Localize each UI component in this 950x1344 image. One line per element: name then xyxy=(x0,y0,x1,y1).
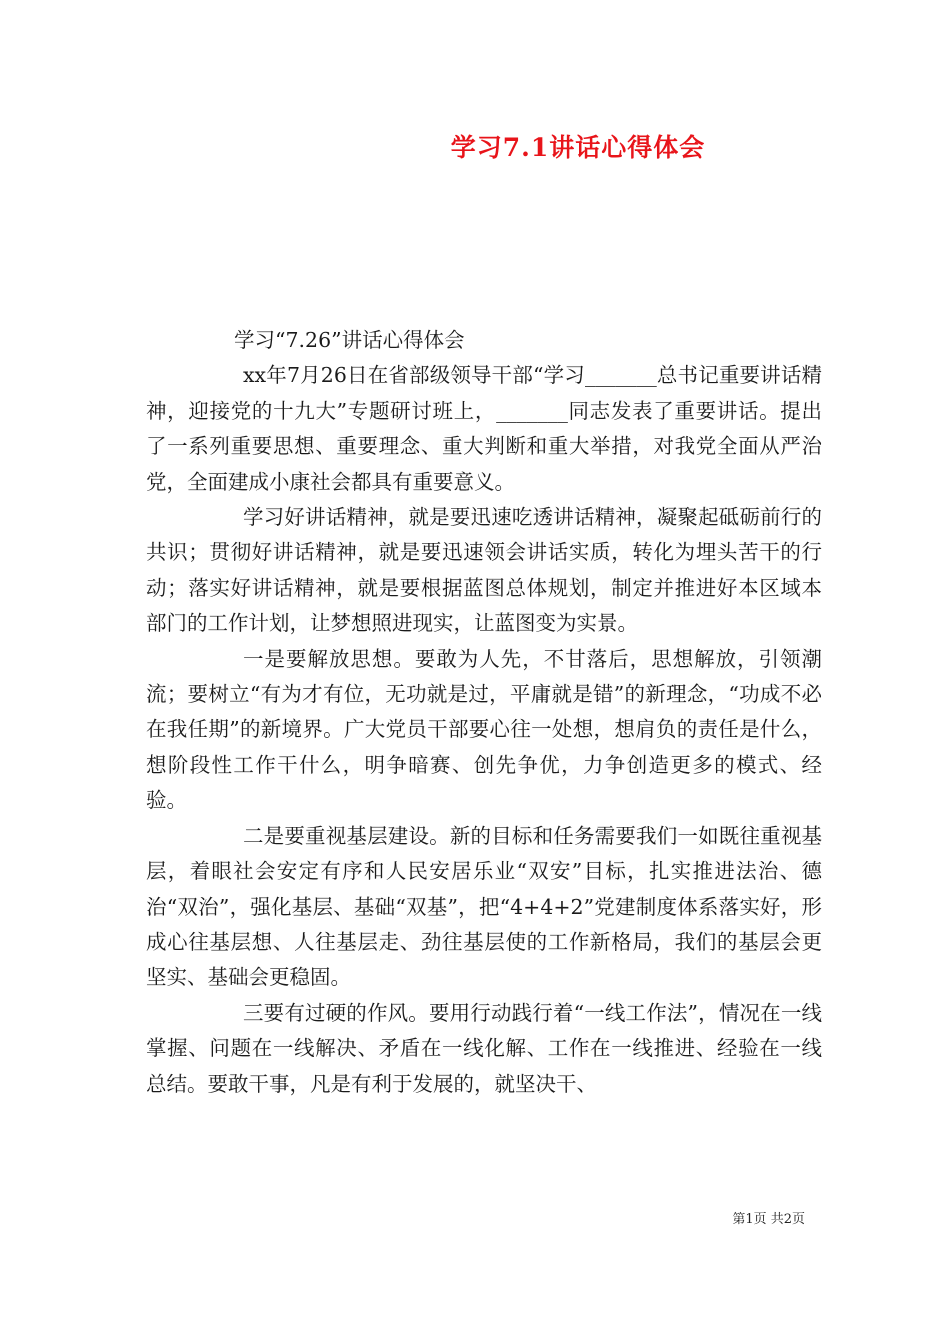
paragraph-intro: xx年7月26日在省部级领导干部“学习_______总书记重要讲话精神，迎接党的十九大”专题研讨班上，_______同志发表了重要讲话。提出了一系列重要思想、重要理念、重大判断和重大举措，对我党全面从严治党，全面建成小康社会都具有重要意义。 xyxy=(146,363,822,494)
paragraph-point-two: 二是要重视基层建设。新的目标和任务需要我们一如既往重视基层，着眼社会安定有序和人民安居乐业“双安”目标，扎实推进法治、德治“双治”，强化基层、基础“双基”，把“4+4+2”党建制度体系落实好，形成心往基层想、人往基层走、劲往基层使的工作新格局，我们的基层会更坚实、基础会更稳固。 xyxy=(146,823,822,990)
paragraph-point-three: 三要有过硬的作风。要用行动践行着“一线工作法”，情况在一线掌握、问题在一线解决、矛盾在一线化解、工作在一线推进、经验在一线总结。要敢干事，凡是有利于发展的，就坚决干、 xyxy=(146,1000,822,1096)
document-subtitle: 学习“7.26”讲话心得体会 xyxy=(234,328,465,352)
page-number-footer: 第1页 共2页 xyxy=(732,1212,805,1227)
paragraph-point-one: 一是要解放思想。要敢为人先，不甘落后，思想解放，引领潮流；要树立“有为才有位，无功就是过，平庸就是错”的新理念，“功成不必在我任期”的新境界。广大党员干部要心往一处想，想肩负的责任是什么，想阶段性工作干什么，明争暗赛、创先争优，力争创造更多的模式、经验。 xyxy=(146,646,822,813)
document-body xyxy=(146,323,822,1102)
paragraph-study: 学习好讲话精神，就是要迅速吃透讲话精神，凝聚起砥砺前行的共识；贯彻好讲话精神，就是要迅速领会讲话实质，转化为埋头苦干的行动；落实好讲话精神，就是要根据蓝图总体规划，制定并推进好本区域本部门的工作计划，让梦想照进现实，让蓝图变为实景。 xyxy=(146,505,822,636)
document-title: 学习7.1讲话心得体会 xyxy=(450,133,706,162)
